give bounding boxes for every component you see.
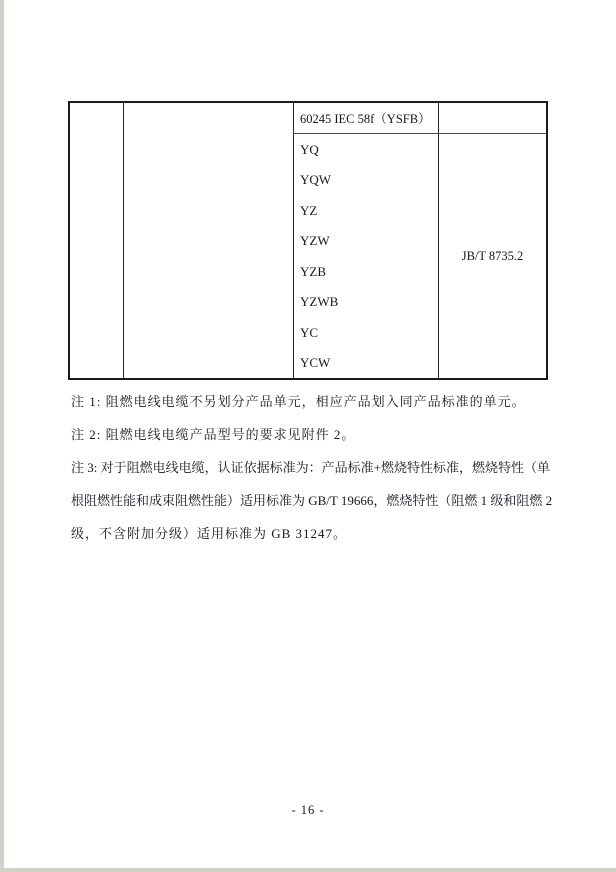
model-designation: YCW [300,355,331,371]
table-column-divider-1 [123,103,124,378]
model-designation: YQW [300,172,332,188]
table-cell-iec-model: 60245 IEC 58f（YSFB） [300,112,431,126]
model-designation: YZB [300,263,326,279]
notes-block [71,385,555,550]
note-3-line-3: 级，不含附加分级）适用标准为 GB 31247。 [71,526,348,541]
page-number: - 16 - [291,803,325,817]
model-designation: YZWB [300,294,339,310]
table-cell-model-list [300,134,436,378]
note-1: 注 1: 阻燃电线电缆不另划分产品单元，相应产品划入同产品标准的单元。 [71,394,526,409]
note-3-line-1: 注 3: 对于阻燃电线电缆，认证依据标准为：产品标准+燃烧特性标准，燃烧特性（单 [71,460,550,475]
model-designation: YZ [300,202,318,218]
table-cell-standard-number: JB/T 8735.2 [461,248,524,263]
model-designation: YZW [300,233,330,249]
model-designation: YC [300,324,319,340]
page-left-edge [0,0,4,872]
table-column-divider-2 [293,103,294,378]
note-3-line-2: 根阻燃性能和成束阻燃性能）适用标准为 GB/T 19666，燃烧特性（阻燃 1 级和阻燃 2 [71,493,553,508]
note-2: 注 2: 阻燃电线电缆产品型号的要求见附件 2。 [71,427,356,442]
page-bottom-edge [0,868,616,872]
standards-table [68,101,548,380]
model-designation: YQ [300,141,319,157]
